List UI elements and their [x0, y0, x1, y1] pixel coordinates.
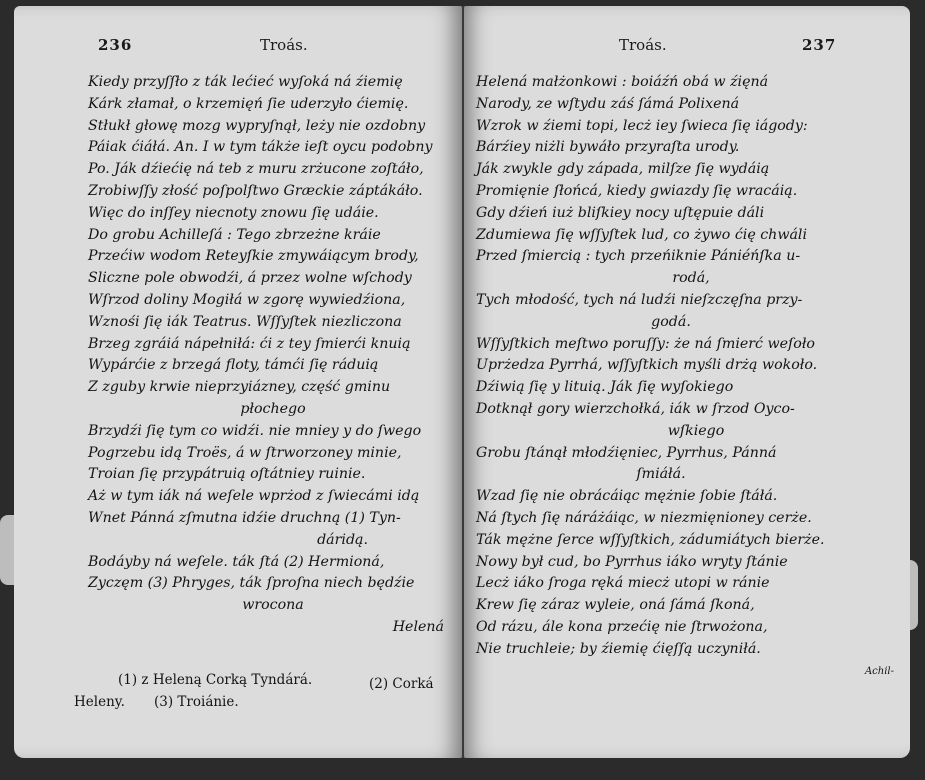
- text-line: wrocona: [242, 597, 304, 614]
- text-line: Sliczne pole obwodźi, á przez wolne wſchody: [88, 270, 412, 287]
- running-head: Troás.: [260, 36, 308, 54]
- text-line: Páiak ćiáłá. An. I w tym tákże ieſt oycu podobny: [88, 139, 433, 156]
- text-line: Po. Ják dźiećię ná teb z muru zrżucone zoſtáło,: [88, 161, 424, 178]
- text-line: Ják zwykle gdy západa, milſze ſię wydáią: [476, 161, 770, 178]
- text-line: Wnet Pánná zſmutna idźie druchną (1) Tyn-: [88, 509, 401, 526]
- text-line: Wzad ſię nie obrácáiąc mężnie ſobie ſtáłá.: [476, 488, 778, 505]
- footnote: (3) Troiánie.: [154, 694, 239, 710]
- right-page: [464, 6, 910, 758]
- text-line: Zrobiwſſy złość poſpolſtwo Græckie záptákáło.: [88, 182, 423, 199]
- text-line: Troian ſię przypátruią oſtátniey ruinie.: [88, 466, 366, 483]
- text-line: Dotknął gory wierzchołká, iák w ſrzod Oyco-: [476, 400, 795, 417]
- text-line: Do grobu Achilleſá : Tego zbrzeżne kráie: [88, 226, 381, 243]
- page-number: 236: [98, 36, 133, 54]
- text-line: Krew ſię záraz wyleie, oná ſámá ſkoná,: [476, 597, 755, 614]
- text-line: Ná ſtych ſię náráżáiąc, w niezmięnioney cerże.: [476, 509, 812, 526]
- text-line: Bárźiey niżli bywáło przyraſta urody.: [476, 139, 740, 156]
- text-line: Brzydźi ſię tym co widźi. nie mniey y do ſwego: [88, 422, 422, 439]
- page-number: 237: [802, 36, 837, 54]
- text-line: Narody, ze wſtydu záś ſámá Polixená: [476, 95, 740, 112]
- text-line: Kárk złamał, o krzemięń ſie uderzyło ćiemię.: [88, 95, 409, 112]
- text-line: ſmiáłá.: [636, 466, 686, 483]
- text-line: rodá,: [672, 270, 710, 287]
- text-line: Pogrzebu idą Troës, á w ſtrworzoney minie,: [88, 444, 402, 461]
- text-line: godá.: [651, 313, 691, 330]
- text-line: Zyczęm (3) Phryges, ták ſproſna niech będźie: [88, 575, 415, 592]
- text-line: Nie truchleie; by źiemię ćięſſą uczyniłá.: [476, 640, 761, 657]
- text-block: [476, 72, 894, 682]
- text-line: wſkiego: [667, 422, 725, 439]
- text-line: dáridą.: [317, 531, 368, 548]
- left-page: [14, 6, 462, 758]
- footnote: Heleny.: [74, 694, 125, 710]
- running-head: Troás.: [619, 36, 667, 54]
- text-line: Dźiwią ſię y lituią. Ják ſię wyſokiego: [476, 379, 734, 396]
- text-line: Kiedy przyſſło z ták lećieć wyſoká ná źiemię: [88, 74, 403, 90]
- text-line: Helená małżonkowi : boiáźń obá w źięná: [476, 74, 769, 90]
- text-line: Wznośi ſię iák Teatrus. Wſſyſtek niezliczona: [88, 313, 402, 330]
- text-line: Wypárćie z brzegá floty, támći ſię ráduią: [88, 357, 379, 374]
- text-line: Promięnie ſłońcá, kiedy gwiazdy ſię wracáią.: [476, 182, 798, 199]
- footnote: (2) Corká: [369, 676, 434, 692]
- text-line: Ták mężne ſerce wſſyſtkich, zádumiátych bierże.: [476, 531, 825, 548]
- text-line: Stłukł głowę mozg wypryſnął, leży nie ozdobny: [88, 117, 426, 134]
- text-line: Bodáyby ná weſele. ták ſtá (2) Hermioná,: [88, 553, 385, 570]
- catchword: Achil-: [864, 665, 894, 677]
- text-line: Zdumiewa ſię wſſyſtek lud, co żywo ćię chwáli: [476, 226, 807, 243]
- text-line: Przećiw wodom Reteyſkie zmywáiącym brody,: [88, 248, 419, 265]
- text-line: Więc do inſſey niecnoty znowu ſię udáie.: [88, 204, 379, 221]
- text-line: Brzeg zgráiá nápełniłá: ći z tey ſmierći knuią: [88, 335, 411, 352]
- text-line: Przed ſmiercią : tych przeńiknie Pániéńſka u-: [476, 248, 801, 265]
- text-line: Wſſyſtkich meſtwo poruſſy: że ná ſmierć weſoło: [476, 335, 815, 352]
- text-line: Od rázu, ále kona przećię nie ſtrwożona,: [476, 618, 768, 635]
- catchword: Helená: [392, 618, 444, 635]
- text-line: płochego: [240, 400, 306, 417]
- text-line: Aż w tym iák ná weſele wprżod z ſwiecámi idą: [88, 488, 420, 505]
- text-line: Wzrok w źiemi topi, lecż iey ſwieca ſię iágody:: [476, 117, 808, 134]
- text-line: Z zguby krwie nieprzyiázney, część gminu: [88, 379, 391, 396]
- footnote: (1) z Heleną Corką Tyndárá.: [118, 672, 313, 688]
- text-line: Grobu ſtánął młodźięniec, Pyrrhus, Pánná: [476, 444, 777, 461]
- text-line: Nowy był cud, bo Pyrrhus iáko wryty ſtánie: [476, 553, 788, 570]
- text-line: Wſrzod doliny Mogiłá w zgorę wywiedźiona,: [88, 291, 406, 308]
- text-line: Lecż iáko ſroga ręká miecż utopi w ránie: [476, 575, 770, 592]
- text-line: Uprżedza Pyrrhá, wſſyſtkich myśli drżą wokoło.: [476, 357, 818, 374]
- text-line: Tych młodość, tych ná ludźi nieſzczęſna przy-: [476, 291, 803, 308]
- text-block: [88, 72, 458, 639]
- text-line: Gdy dźień iuż bliſkiey nocy uſtępuie dáli: [476, 204, 765, 221]
